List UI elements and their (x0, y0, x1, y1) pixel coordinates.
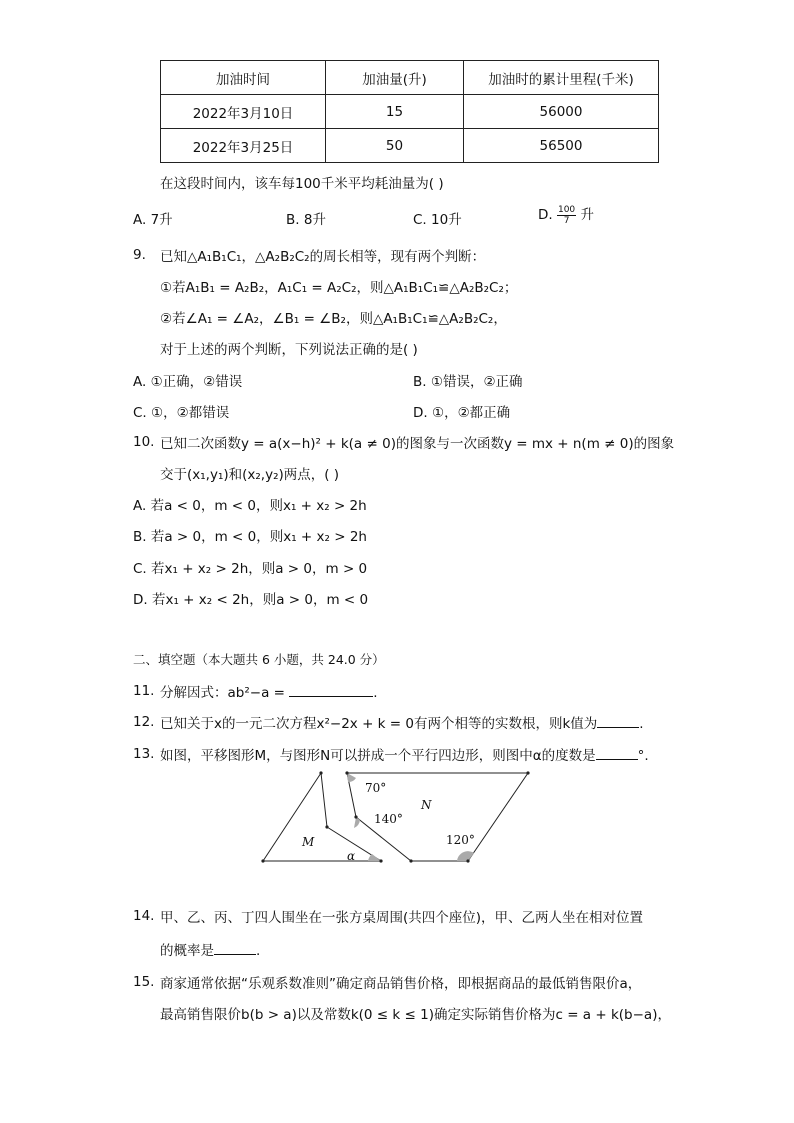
answer-blank[interactable] (214, 954, 256, 955)
angle-140-label: 140° (374, 812, 403, 826)
table-cell: 2022年3月25日 (161, 129, 326, 163)
table-header-cell: 加油时间 (161, 61, 326, 95)
option-label: D. (538, 207, 553, 223)
angle-120-label: 120° (446, 833, 475, 847)
q8-option-b (286, 208, 326, 228)
shape-m (263, 773, 381, 861)
q11-end: . (373, 685, 378, 701)
q14-number: 14. (133, 908, 155, 924)
fraction-numerator: 100 (557, 204, 576, 215)
shape-n-label: N (421, 798, 432, 812)
table-cell: 50 (326, 129, 464, 163)
option-label: C. (413, 212, 427, 228)
q13-end: °. (637, 748, 649, 764)
q13-text: 如图，平移图形M，与图形N可以拼成一个平行四边形，则图中α的度数是 (160, 748, 596, 764)
q8-option-d (538, 203, 594, 226)
q14-line2 (160, 939, 260, 959)
table-row (161, 129, 659, 163)
option-text: 7升 (150, 212, 173, 228)
option-text: 升 (580, 207, 594, 223)
option-label: A. (133, 212, 147, 228)
q15-line1: 商家通常依据“乐观系数准则”确定商品销售价格，即根据商品的最低销售限价a， (160, 976, 642, 992)
q8-option-a (133, 208, 173, 228)
fraction (557, 205, 576, 226)
q10-option-a: A. 若a < 0，m < 0，则x₁ + x₂ > 2h (133, 498, 367, 514)
q10-line1: 已知二次函数y = a(x−h)² + k(a ≠ 0)的图象与一次函数y = mx + n(m ≠ 0)的图象 (160, 436, 675, 452)
answer-blank[interactable] (597, 727, 639, 728)
q8-stem: 在这段时间内，该车每100千米平均耗油量为( ) (160, 176, 444, 192)
q9-option-d: D. ①，②都正确 (413, 405, 511, 421)
q10-option-b: B. 若a > 0，m < 0，则x₁ + x₂ > 2h (133, 529, 367, 545)
table-header-row (161, 61, 659, 95)
option-text: 8升 (303, 212, 326, 228)
parallelogram-figure (250, 768, 540, 868)
angle-140-marker (354, 817, 360, 828)
shape-m-label: M (302, 835, 315, 849)
answer-blank[interactable] (289, 696, 373, 697)
q12-end: . (639, 716, 644, 732)
table-header-cell: 加油时的累计里程(千米) (464, 61, 659, 95)
q13-item (160, 744, 649, 764)
q10-number: 10. (133, 434, 155, 450)
q13-number: 13. (133, 746, 155, 762)
table-cell: 56500 (464, 129, 659, 163)
q10-option-c: C. 若x₁ + x₂ > 2h，则a > 0，m > 0 (133, 561, 368, 577)
option-label: B. (286, 212, 300, 228)
q11-text: 分解因式：ab²−a = (160, 685, 285, 701)
q9-ask: 对于上述的两个判断，下列说法正确的是( ) (160, 342, 418, 358)
q14-text: 的概率是 (160, 943, 214, 959)
q12-number: 12. (133, 714, 155, 730)
q14-line1: 甲、乙、丙、丁四人围坐在一张方桌周围(共四个座位)，甲、乙两人坐在相对位置 (160, 910, 644, 926)
q9-judgment-1: ①若A₁B₁ = A₂B₂，A₁C₁ = A₂C₂，则△A₁B₁C₁≌△A₂B₂C₂； (160, 280, 518, 296)
q15-number: 15. (133, 974, 155, 990)
table-cell: 2022年3月10日 (161, 95, 326, 129)
answer-blank[interactable] (596, 759, 638, 760)
angle-70-marker (347, 773, 356, 782)
q9-option-b: B. ①错误，②正确 (413, 374, 523, 390)
alpha-label: α (347, 849, 356, 863)
q9-option-c: C. ①，②都错误 (133, 405, 230, 421)
angle-70-label: 70° (365, 781, 387, 795)
fuel-table (160, 60, 659, 163)
q11-item (160, 681, 378, 701)
q14-end: . (256, 943, 261, 959)
section-title: 二、填空题（本大题共 6 小题，共 24.0 分） (133, 652, 385, 667)
q12-item (160, 712, 644, 732)
q10-option-d: D. 若x₁ + x₂ < 2h，则a > 0，m < 0 (133, 592, 369, 608)
fraction-denominator: 7 (563, 215, 570, 226)
table-cell: 56000 (464, 95, 659, 129)
table-row (161, 95, 659, 129)
q12-text: 已知关于x的一元二次方程x²−2x + k = 0有两个相等的实数根，则k值为 (160, 716, 598, 732)
q9-number: 9. (133, 247, 146, 263)
angle-alpha-marker (368, 854, 381, 861)
q11-number: 11. (133, 683, 155, 699)
q15-line2: 最高销售限价b(b > a)以及常数k(0 ≤ k ≤ 1)确定实际销售价格为c = a + k(b−a)， (160, 1007, 671, 1023)
q9-judgment-2: ②若∠A₁ = ∠A₂，∠B₁ = ∠B₂，则△A₁B₁C₁≌△A₂B₂C₂， (160, 311, 507, 327)
option-text: 10升 (431, 212, 462, 228)
angle-120-marker (457, 851, 474, 861)
q9-option-a: A. ①正确，②错误 (133, 374, 243, 390)
q10-line2: 交于(x₁,y₁)和(x₂,y₂)两点，( ) (160, 467, 340, 483)
table-cell: 15 (326, 95, 464, 129)
q8-option-c (413, 208, 462, 228)
q9-stem: 已知△A₁B₁C₁，△A₂B₂C₂的周长相等，现有两个判断： (160, 249, 486, 265)
table-header-cell: 加油量(升) (326, 61, 464, 95)
